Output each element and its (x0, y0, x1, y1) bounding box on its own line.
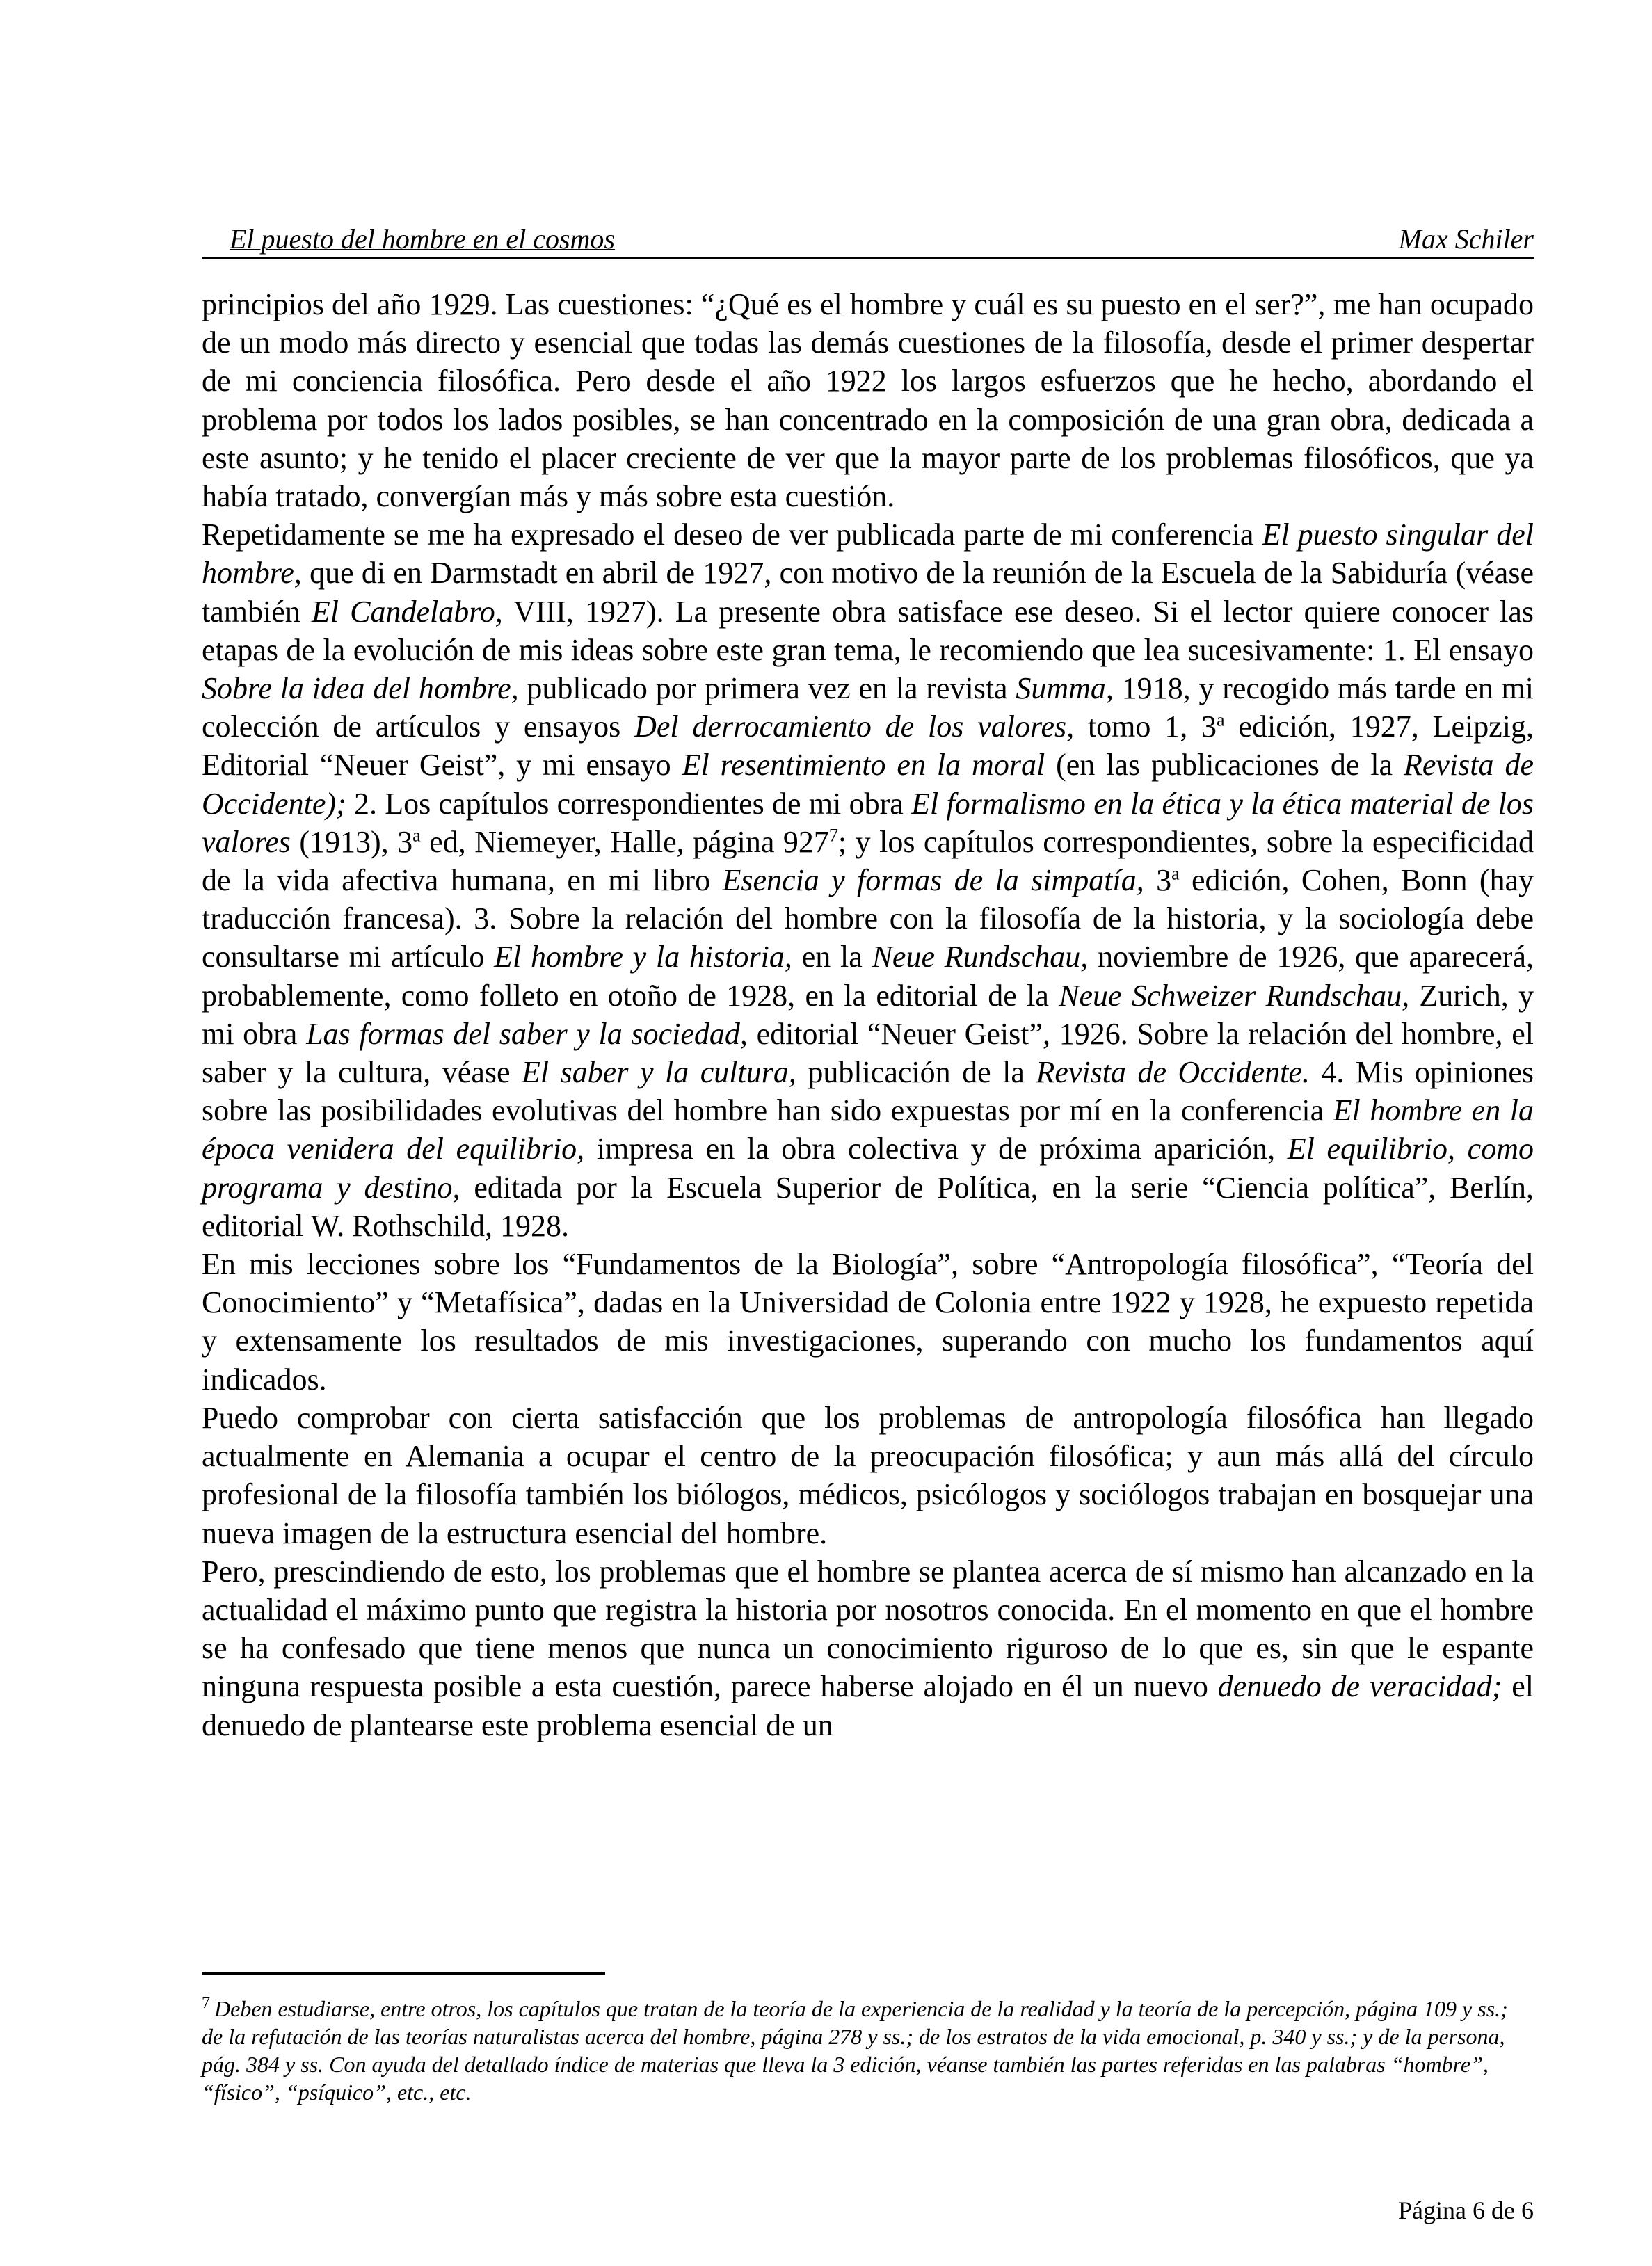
text-run: en la (792, 940, 872, 974)
footnote-mark: 7 (202, 1994, 210, 2013)
superscript: a (1171, 863, 1180, 884)
text-run: editada por la Escuela Superior de Política, en la serie “Ciencia política”, Berlín, editorial W. Rothschild, 1928. (202, 1170, 1534, 1243)
superscript: a (1217, 709, 1225, 730)
italic-title: El equilibrio, como programa y destino, (202, 1132, 1534, 1205)
text-run: 2. Los capítulos correspondientes de mi obra (346, 786, 912, 821)
text-run: (1913), 3 (290, 824, 413, 859)
text-run: tomo 1, 3 (1074, 709, 1217, 744)
italic-title: Esencia y formas de la simpatía, (722, 863, 1144, 898)
text-run: 4. Mis opiniones sobre las posibilidades evolutivas del hombre han sido expuestas por mí en la conferencia (202, 1055, 1534, 1128)
text-run: ed, Niemeyer, Halle, página 927 (420, 824, 829, 859)
italic-title: Revista de Occidente); (202, 748, 1534, 821)
text-run: (en las publicaciones de la (1045, 748, 1404, 782)
footnote-separator (202, 1972, 605, 1975)
paragraph-2 (202, 515, 1534, 1245)
italic-title: Neue Schweizer Rundschau, (1059, 978, 1410, 1013)
text-run: Repetidamente se me ha expresado el deseo de ver publicada parte de mi conferencia (202, 517, 1262, 552)
text-run: VIII, 1927). La presente obra satisface ese deseo. Si el lector quiere conocer las etapas de la evolución de mis ideas sobre este gran tema, le recomiendo que lea sucesivamente: 1. El ensayo (202, 594, 1534, 667)
superscript: a (412, 825, 421, 846)
italic-title: Revista de Occidente. (1036, 1055, 1310, 1090)
footnote-text: Deben estudiarse, entre otros, los capítulos que tratan de la teoría de la experiencia de la realidad y la teoría de la percepción, página 109 y ss.; de la refutación de las teorías naturalistas acerca del hombre, página 278 y ss.; de los estratos de la vida emocional, p. 340 y ss.; y de la persona, pág. 384 y ss. Con ayuda del detallado índice de materias que lleva la 3 edición, véanse también las partes referidas en las palabras “hombre”, “físico”, “psíquico”, etc., etc. (202, 1996, 1508, 2105)
italic-title: Summa, (1016, 671, 1114, 706)
running-header (202, 221, 1534, 259)
header-title: El puesto del hombre en el cosmos (230, 223, 615, 255)
text-run: editorial “Neuer Geist”, 1926. Sobre la relación del hombre, el saber y la cultura, véase (202, 1016, 1534, 1090)
header-author: Max Schiler (1398, 223, 1534, 255)
text-run: publicado por primera vez en la revista (518, 671, 1016, 706)
text-run: edición, 1927, Leipzig, Editorial “Neuer Geist”, y mi ensayo (202, 709, 1534, 782)
italic-phrase: denuedo de veracidad; (1217, 1669, 1502, 1704)
text-run: que di en Darmstadt en abril de 1927, con motivo de la reunión de la Escuela de la Sabiduría (véase también (202, 556, 1534, 629)
italic-title: Las formas del saber y la sociedad, (306, 1016, 748, 1051)
text-run: Zurich, y mi obra (202, 978, 1534, 1051)
text-run: 1918, y recogido más tarde en mi colección de artículos y ensayos (202, 671, 1534, 744)
page-number: Página 6 de 6 (1398, 2196, 1534, 2224)
text-run: edición, Cohen, Bonn (hay traducción francesa). 3. Sobre la relación del hombre con la filosofía de la historia, y la sociología debe consultarse mi artículo (202, 863, 1534, 974)
paragraph-4: Puedo comprobar con cierta satisfacción que los problemas de antropología filosófica han llegado actualmente en Alemania a ocupar el centro de la preocupación filosófica; y aun más allá del círculo profesional de la filosofía también los biólogos, médicos, psicólogos y sociólogos trabajan en bosquejar una nueva imagen de la estructura esencial del hombre. (202, 1400, 1534, 1550)
text-run: 3 (1144, 863, 1172, 898)
footnote-reference[interactable]: 7 (828, 825, 838, 846)
italic-title: Sobre la idea del hombre, (202, 671, 519, 706)
footnote-7 (202, 1995, 1534, 2106)
italic-title: Neue Rundschau, (872, 940, 1089, 974)
text-run: el denuedo de plantearse este problema esencial de un (202, 1669, 1534, 1742)
italic-title: El puesto singular del hombre, (202, 517, 1534, 590)
text-run: noviembre de 1926, que aparecerá, probablemente, como folleto en otoño de 1928, en la editorial de la (202, 940, 1534, 1013)
text-run: ; y los capítulos correspondientes, sobre la especificidad de la vida afectiva humana, en mi libro (202, 824, 1534, 898)
paragraph-5 (202, 1552, 1534, 1744)
italic-title: El formalismo en la ética y la ética material de los valores (202, 786, 1534, 859)
italic-title: Del derrocamiento de los valores, (634, 709, 1075, 744)
italic-title: El Candelabro, (311, 594, 503, 629)
italic-title: El saber y la cultura, (522, 1055, 796, 1090)
italic-title: El resentimiento en la moral (682, 748, 1045, 782)
text-run: publicación de la (796, 1055, 1036, 1090)
paragraph-3: En mis lecciones sobre los “Fundamentos de la Biología”, sobre “Antropología filosófica”, “Teoría del Conocimiento” y “Metafísica”, dadas en la Universidad de Colonia entre 1922 y 1928, he expuesto repetida y extensamente los resultados de mis investigaciones, superando con mucho los fundamentos aquí indicados. (202, 1247, 1534, 1397)
paragraph-1: principios del año 1929. Las cuestiones: “¿Qué es el hombre y cuál es su puesto en el ser?”, me han ocupado de un modo más directo y esencial que todas las demás cuestiones de la filosofía, desde el primer despertar de mi conciencia filosófica. Pero desde el año 1922 los largos esfuerzos que he hecho, abordando el problema por todos los lados posibles, se han concentrado en la composición de una gran obra, dedicada a este asunto; y he tenido el placer creciente de ver que la mayor parte de los problemas filosóficos, que ya había tratado, convergían más y más sobre esta cuestión. (202, 287, 1534, 514)
italic-title: El hombre y la historia, (494, 940, 792, 974)
text-run: impresa en la obra colectiva y de próxima aparición, (584, 1132, 1288, 1166)
body-text (202, 285, 1534, 1744)
italic-title: El hombre en la época venidera del equilibrio, (202, 1093, 1534, 1166)
text-run: Pero, prescindiendo de esto, los problemas que el hombre se plantea acerca de sí mismo han alcanzado en la actualidad el máximo punto que registra la historia por nosotros conocida. En el momento en que el hombre se ha confesado que tiene menos que nunca un conocimiento riguroso de lo que es, sin que le espante ninguna respuesta posible a esta cuestión, parece haberse alojado en él un nuevo (202, 1554, 1534, 1704)
